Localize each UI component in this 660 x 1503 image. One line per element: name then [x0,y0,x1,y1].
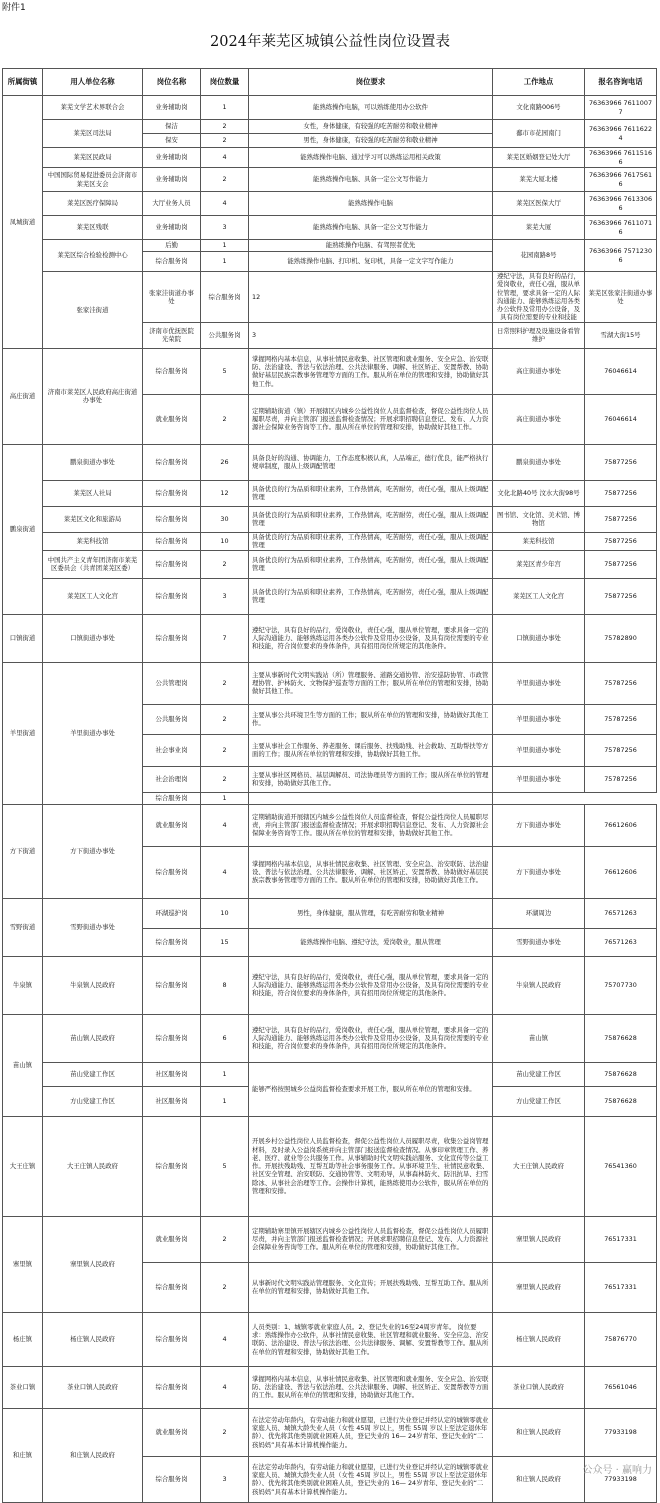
cell-phone: 75787256 [585,766,657,792]
cell-phone: 75707730 [585,956,657,1014]
positions-table [2,68,657,1503]
cell-street: 牛泉镇 [3,956,43,1014]
cell-location: 羊里街道办事处 [493,766,585,792]
table-row [3,1116,657,1216]
cell-employer: 大王庄镇人民政府 [43,1116,143,1216]
cell-phone: 75877256 [585,444,657,480]
header-phone: 报名咨询电话 [585,69,657,96]
cell-position: 业务辅助岗 [143,216,201,240]
cell-employer: 莱芜区工人文化宫 [43,578,143,614]
cell-requirements: 定期辅助街道（镇）开展辖区内城乡公益性岗位人员监督检查，督促公益性岗位人员履职尽责，并向主管部门报送监督检查情况；开展求职招聘信息登记、发布、人力资源社会保障业务咨询等工作。服从所在单位的管理和安排，协助做好其他工作。 [249,394,493,444]
cell-location: 环湖周边 [493,898,585,928]
cell-phone: 76363966 76110077 [585,96,657,120]
table-row [3,614,657,662]
cell-count: 公共服务岗 [201,322,249,348]
header-street: 所属街镇 [3,69,43,96]
cell-position: 大厅业务人员 [143,192,201,216]
cell-phone: 76612606 [585,804,657,846]
cell-phone: 75877256 [585,480,657,506]
cell-position: 就业服务岗 [143,1216,201,1262]
cell-position: 综合服务岗 [143,614,201,662]
table-row [3,480,657,506]
cell-phone: 75877256 [585,550,657,578]
cell-requirements: 3 [249,322,493,348]
cell-phone: 76046614 [585,348,657,394]
cell-count: 2 [201,394,249,444]
cell-requirements: 男性，身体健康，有较强的吃苦耐劳和敬业精神 [249,134,493,148]
cell-location: 莱芜大厦北楼 [493,168,585,192]
cell-count: 15 [201,928,249,956]
cell-position: 综合服务岗 [143,444,201,480]
cell-phone: 75877256 [585,578,657,614]
table-row [3,1062,657,1086]
cell-location: 文化南路006号 [493,96,585,120]
cell-street: 口镇街道 [3,614,43,662]
table-row [3,532,657,550]
cell-position: 就业服务岗 [143,804,201,846]
cell-requirements: 12 [249,272,493,323]
cell-position: 保洁 [143,120,201,134]
cell-phone: 76541360 [585,1116,657,1216]
cell-count: 2 [201,168,249,192]
cell-count: 2 [201,1216,249,1262]
table-row [3,804,657,846]
cell-count: 8 [201,956,249,1014]
cell-position: 综合服务岗 [143,956,201,1014]
cell-location: 口镇街道办事处 [493,614,585,662]
table-row [3,506,657,532]
cell-employer: 中国共产主义青年团济南市莱芜区委员会（共青团莱芜区委） [43,550,143,578]
cell-location: 羊里街道办事处 [493,704,585,734]
cell-phone: 75787256 [585,734,657,766]
cell-employer: 杨庄镇人民政府 [43,1312,143,1366]
cell-location: 和庄镇人民政府 [493,1408,585,1456]
cell-phone: 75787256 [585,704,657,734]
cell-position: 后勤 [143,240,201,252]
cell-count: 3 [201,216,249,240]
cell-position: 综合服务岗 [143,1456,201,1502]
cell-count: 5 [201,348,249,394]
cell-count: 2 [201,704,249,734]
cell-position: 就业服务岗 [143,1408,201,1456]
cell-location: 遵纪守法，具有良好的品行，爱岗敬业，责任心强，服从单位管理，要求具备一定的人际沟通能力、能够熟练运用各类办公软件及常用办公设备，及具有岗位需要的专业和技能 [493,272,585,323]
cell-count: 6 [201,1014,249,1062]
table-row [3,662,657,704]
cell-requirements: 主要从事社区网格员、基层调解员、司法协理员等方面的工作；服从所在单位的管理和安排，协助做好其他工作。 [249,766,493,792]
cell-requirements: 遵纪守法，具有良好的品行，爱岗敬业，责任心强，服从单位管理，要求具备一定的人际沟通能力、能够熟练运用各类办公软件及常用办公设备，及具有岗位需要的专业和技能，符合岗位要求的身体条件，具有招用岗位所规定的其他条件。 [249,956,493,1014]
cell-location: 莱芜大厦 [493,216,585,240]
cell-location: 牛泉镇人民政府 [493,956,585,1014]
table-row [3,1312,657,1366]
cell-requirements: 掌握网格内基本信息，从事社情民意收集、社区管理、安全应急、治安联防、法治建设、普法与依法治理、公共法律服务、调解、社区矫正、安置帮教、协助做好基层民族宗教事务管理等方面的工作。服从所在单位的管理和安排，协助做好其他工作。 [249,846,493,898]
cell-employer: 莱芜区医疗保障局 [43,192,143,216]
cell-position: 公共服务岗 [143,704,201,734]
table-row [3,898,657,928]
table-row [3,148,657,168]
table-row [3,550,657,578]
cell-requirements: 具备优良的行为品质和职业素养，工作热情高，吃苦耐劳，责任心强，服从上级调配管理 [249,532,493,550]
cell-position: 综合服务岗 [143,480,201,506]
table-row [3,348,657,394]
cell-requirements: 能熟练操作电脑、遵纪守法，爱岗敬业，服从管理 [249,928,493,956]
cell-phone: 75876628 [585,1014,657,1062]
cell-location: 苗山党建工作区 [493,1062,585,1086]
cell-position: 业务辅助岗 [143,168,201,192]
cell-position: 业务辅助岗 [143,96,201,120]
cell-employer: 鹏泉街道办事处 [43,444,143,480]
cell-street: 杨庄镇 [3,1312,43,1366]
cell-position: 综合服务岗 [143,550,201,578]
cell-requirements: 能熟练操作电脑、具备一定公文写作能力 [249,216,493,240]
table-header-row [3,69,657,96]
cell-count: 1 [201,96,249,120]
table-row [3,272,657,323]
cell-street: 大王庄镇 [3,1116,43,1216]
cell-position: 综合服务岗 [143,252,201,272]
cell-position: 综合服务岗 [143,506,201,532]
cell-position: 综合服务岗 [143,532,201,550]
cell-phone: 76517331 [585,1262,657,1312]
cell-location: 茶业口镇人民政府 [493,1366,585,1408]
cell-count: 26 [201,444,249,480]
cell-phone: 75877256 [585,506,657,532]
cell-location: 杨庄镇人民政府 [493,1312,585,1366]
cell-phone: 76571263 [585,928,657,956]
cell-count: 30 [201,506,249,532]
cell-requirements: 男性，身体健康，服从管理，有吃苦耐劳和敬业精神 [249,898,493,928]
cell-location: 和庄镇人民政府 [493,1456,585,1502]
cell-employer: 茶业口镇人民政府 [43,1366,143,1408]
cell-employer: 莱芜区司法局 [43,120,143,148]
cell-requirements: 主要从事新时代文明实践站（所）管理服务、道路交通协管、治安巡防协管、市政管理协管、护林防火、文物保护巡查等方面的工作；服从所在单位的管理和安排，协助做好其他工作。 [249,662,493,704]
cell-count: 4 [201,1312,249,1366]
cell-phone: 76571263 [585,898,657,928]
cell-position: 公共管理岗 [143,662,201,704]
cell-employer: 莱芜区残联 [43,216,143,240]
cell-street: 茶业口镇 [3,1366,43,1408]
cell-location: 方下街道办事处 [493,804,585,846]
cell-position: 综合服务岗 [143,1014,201,1062]
cell-location: 苗山镇 [493,1014,585,1062]
cell-count: 10 [201,898,249,928]
table-body [3,96,657,1503]
cell-phone: 75782890 [585,614,657,662]
cell-employer: 苗山党建工作区 [43,1062,143,1086]
cell-requirements: 具备良好的沟通、协调能力，工作态度积极认真，人品端正，德行优良，能严格执行规章制度，服从上级调配管理 [249,444,493,480]
cell-employer: 和庄镇人民政府 [43,1408,143,1502]
cell-requirements: 能熟练操作电脑、具备一定公文写作能力 [249,168,493,192]
cell-requirements: 能熟练操作电脑、打印机、复印机，具备一定文字写作能力 [249,252,493,272]
cell-count: 2 [201,134,249,148]
cell-position: 综合服务岗 [143,1366,201,1408]
cell-employer: 口镇街道办事处 [43,614,143,662]
cell-phone: 76517331 [585,1216,657,1262]
cell-employer: 莱芜文学艺术界联合会 [43,96,143,120]
cell-requirements: 定期辅助街道开展辖区内城乡公益性岗位人员监督检查，督促公益性岗位人员履职尽责，并向主管部门报送监督检查情况；开展求职招聘信息登记、发布、人力资源社会保障业务咨询等工作。服从所在单位的管理和安排，协助做好其他工作。 [249,804,493,846]
cell-location: 图书馆、文化馆、美术馆、博物馆 [493,506,585,532]
table-row [3,192,657,216]
cell-employer: 莱芜区民政局 [43,148,143,168]
cell-location: 莱芜区医保大厅 [493,192,585,216]
cell-count: 1 [201,792,249,804]
cell-location: 鹏泉街道办事处 [493,444,585,480]
cell-employer: 寨里镇人民政府 [43,1216,143,1312]
cell-employer: 牛泉镇人民政府 [43,956,143,1014]
cell-requirements: 人员类别：1、城镇零就业家庭人员。2、登记失业的16至24周岁青年。 岗位要求：熟练操作办公软件，从事社情民意收集、社区管理和就业服务、安全应急、治安联防、法治建设、普法与依法治理、公共法律服务、调解、安置帮教等工作。服从所在单位的管理和安排，协助做好其他工作。 [249,1312,493,1366]
table-row [3,120,657,134]
cell-count: 4 [201,804,249,846]
header-count: 岗位数量 [201,69,249,96]
cell-position: 综合服务岗 [143,1262,201,1312]
cell-count: 4 [201,192,249,216]
cell-street: 鹏泉街道 [3,444,43,614]
cell-position: 社会治理岗 [143,766,201,792]
header-requirements: 岗位要求 [249,69,493,96]
cell-location: 寨里镇人民政府 [493,1262,585,1312]
cell-requirements: 能熟练操作电脑、通过学习可以熟练运用相关政策 [249,148,493,168]
table-row [3,168,657,192]
annex-label: 附件1 [2,3,26,13]
cell-requirements: 遵纪守法，具有良好的品行，爱岗敬业，责任心强，服从单位管理，要求具备一定的人际沟通能力、能够熟练运用各类办公软件及常用办公设备，及具有岗位需要的专业和技能，符合岗位要求的身体条件，具有招用岗位所规定的其他条件。 [249,1014,493,1062]
cell-count: 2 [201,120,249,134]
cell-requirements: 能熟练操作电脑，可以熟练使用办公软件 [249,96,493,120]
cell-phone: 75876628 [585,1086,657,1116]
cell-requirements: 在法定劳动年龄内，有劳动能力和就业愿望，已进行失业登记并经认定的城镇零就业家庭人员、城镇大龄失业人员（女性 45周 岁以上，男性 55周 岁以上至法定退休年龄）、优先将其他类别就业困难人员，登记失业的 16— 24岁青年、登记失业的“二孩妈妈”具有基本计算机操作能力。 [249,1408,493,1456]
cell-street: 凤城街道 [3,96,43,349]
cell-location: 花园南路8号 [493,240,585,272]
cell-employer: 莱芜科技馆 [43,532,143,550]
cell-phone: 76363966 76115166 [585,148,657,168]
table-row [3,1014,657,1062]
cell-position: 综合服务岗 [143,578,201,614]
cell-requirements: 能够严格按照城乡公益岗监督检查要求开展工作，服从所在单位的管理和安排。 [249,1062,493,1116]
cell-phone: 76363966 76133066 [585,192,657,216]
cell-requirements: 开展乡村公益性岗位人员监督检查，督促公益性岗位人员履职尽责，收集公益岗管理材料，及时录入公益岗系统并向主管部门报送监督检查情况。从事印章管理工作、养老、医疗、就业等公共服务工作。从事辅助时代文明实践站服务、文化宣传等公益工作。开展扶残助残、互帮互助等社会事务服务工作。从事环境卫生、社情民意收集、社区安全管理、治安联防、交通协管等、文明劝导，从事森林防火、防汛抗旱、扫雪除冰、从事社会治理等工作。会操作计算机，能熟练使用办公软件，服从所在单位的管理和安排。 [249,1116,493,1216]
cell-location: 莱芜区婚姻登记处大厅 [493,148,585,168]
cell-phone: 75787256 [585,662,657,704]
header-position: 岗位名称 [143,69,201,96]
cell-requirements: 能熟练操作电脑、有驾照者优先 [249,240,493,252]
cell-count: 2 [201,734,249,766]
cell-requirements: 遵纪守法，具有良好的品行，爱岗敬业，责任心强，服从单位管理，要求具备一定的人际沟通能力、能够熟练运用各类办公软件及常用办公设备，及具有岗位需要的专业和技能，符合岗位要求的身体条件，具有招用岗位所规定的其他条件。 [249,614,493,662]
cell-position: 综合服务岗 [143,348,201,394]
cell-count: 3 [201,578,249,614]
cell-count: 2 [201,662,249,704]
cell-location: 莱芜区工人文化宫 [493,578,585,614]
cell-location: 寨里镇人民政府 [493,1216,585,1262]
cell-phone: 76363966 76116224 [585,120,657,148]
cell-phone: 76612606 [585,846,657,898]
cell-requirements: 掌握网格内基本信息，从事社情民意收集、社区管理和就业服务、安全应急、治安联防、法治建设、普法与依法治理、公共法律服务、调解、社区矫正、安置帮教、协助做好基层民族宗教事务管理等方面的工作。服从所在单位的管理和安排，协助做好其他工作。 [249,348,493,394]
cell-employer: 莱芜区人社局 [43,480,143,506]
cell-requirements: 具备优良的行为品质和职业素养，工作热情高，吃苦耐劳，责任心强，服从上级调配管理 [249,506,493,532]
cell-requirements: 具备优良的行为品质和职业素养，工作热情高，吃苦耐劳，责任心强，服从上级调配管理 [249,578,493,614]
cell-phone: 75877256 [585,532,657,550]
cell-count: 4 [201,148,249,168]
cell-location: 羊里街道办事处 [493,734,585,766]
cell-employer: 张家洼街道 [43,272,143,349]
cell-count: 2 [201,766,249,792]
cell-requirements: 从事新时代文明实践站管理服务、文化宣传；开展扶残助残、互帮互助工作。服从所在单位的管理和安排，协助做好其他工作。 [249,1262,493,1312]
header-employer: 用人单位名称 [43,69,143,96]
cell-count: 12 [201,480,249,506]
cell-count: 10 [201,532,249,550]
cell-location: 鄱市市花园南门 [493,120,585,148]
cell-phone: 雪湖大街15号 [585,322,657,348]
cell-position: 综合服务岗 [143,1312,201,1366]
cell-count: 综合服务岗 [201,272,249,323]
cell-employer: 济南市莱芜区人民政府高庄街道办事处 [43,348,143,444]
cell-location: 莱芜区青少年宫 [493,550,585,578]
table-row [3,96,657,120]
cell-requirements: 定期辅助寨里镇开展辖区内城乡公益性岗位人员监督检查，督促公益性岗位人员履职尽责，并向主管部门报送监督检查情况；开展求职招聘信息登记、发布、人力资源社会保障业务咨询等工作。服从所在单位的管理和安排，协助做好其他工作。 [249,1216,493,1262]
table-row [3,444,657,480]
cell-location: 羊里街道办事处 [493,662,585,704]
cell-count: 1 [201,1062,249,1086]
cell-count: 4 [201,1366,249,1408]
cell-phone: 77933198 [585,1456,657,1502]
cell-employer: 莱芜区综合检验检测中心 [43,240,143,272]
cell-employer: 方下街道办事处 [43,804,143,898]
cell-street: 羊里街道 [3,662,43,804]
cell-position: 社区服务岗 [143,1086,201,1116]
cell-employer: 莱芜区文化和旅游局 [43,506,143,532]
cell-street: 雪野街道 [3,898,43,956]
cell-street: 寨里镇 [3,1216,43,1312]
cell-position: 社区服务岗 [143,1062,201,1086]
cell-count: 5 [201,1116,249,1216]
cell-location: 雪野街道办事处 [493,928,585,956]
cell-location: 方山党建工作区 [493,1086,585,1116]
cell-count: 4 [201,846,249,898]
cell-phone: 76363966 75712306 [585,240,657,272]
cell-location: 大王庄镇人民政府 [493,1116,585,1216]
cell-requirements [249,792,493,804]
cell-requirements: 具备优良的行为品质和职业素养，工作热情高，吃苦耐劳，责任心强，服从上级调配管理 [249,550,493,578]
table-row [3,1408,657,1456]
cell-count: 1 [201,240,249,252]
cell-requirements: 具备优良的行为品质和职业素养，工作热情高，吃苦耐劳，责任心强，服从上级调配管理 [249,480,493,506]
cell-position: 业务辅助岗 [143,148,201,168]
cell-location: 高庄街道办事处 [493,348,585,394]
cell-position: 社会事业岗 [143,734,201,766]
cell-phone: 76561046 [585,1366,657,1408]
table-row [3,1216,657,1262]
cell-count: 1 [201,252,249,272]
cell-phone: 75876628 [585,1062,657,1086]
cell-requirements: 主要从事社会工作服务、养老服务、课后服务、扶残助残、社会救助、互助帮扶等方面的工作；服从所在单位的管理和安排，协助做好其他工作。 [249,734,493,766]
cell-requirements: 在法定劳动年龄内，有劳动能力和就业愿望，已进行失业登记并经认定的城镇零就业家庭人员、城镇大龄失业人员（女性 45周 岁以上，男性 55周 岁以上至法定退休年龄）、优先将其他类别就业困难人员，登记失业的 16— 24岁青年、登记失业的“二孩妈妈”具有基本计算机操作能力。 [249,1456,493,1502]
table-row [3,240,657,252]
table-row [3,578,657,614]
cell-position: 综合服务岗 [143,928,201,956]
cell-phone: 75876770 [585,1312,657,1366]
header-location: 工作地点 [493,69,585,96]
cell-location: 文化北路40号 汶水大街98号 [493,480,585,506]
cell-requirements: 掌握网格内基本信息，从事社情民意收集、社区管理和就业服务、安全应急、治安联防、法治建设、普法与依法治理、公共法律服务、调解、社区矫正、安置帮教等方面的工作。服从所在单位的管理和安排，协助做好其他工作。 [249,1366,493,1408]
cell-phone: 莱芜区张家洼街道办事处 [585,272,657,323]
cell-count: 2 [201,550,249,578]
cell-location: 日常照料护理及设施设备看管维护 [493,322,585,348]
cell-phone: 76363966 76175616 [585,168,657,192]
cell-location: 高庄街道办事处 [493,394,585,444]
cell-employer: 雪野街道办事处 [43,898,143,956]
table-row [3,956,657,1014]
cell-street: 苗山镇 [3,1014,43,1116]
cell-location: 莱芜科技馆 [493,532,585,550]
cell-position: 济南市优抚医院光荣院 [143,322,201,348]
cell-street: 和庄镇 [3,1408,43,1502]
cell-employer: 苗山镇人民政府 [43,1014,143,1062]
cell-street: 高庄街道 [3,348,43,444]
cell-position: 环湖巡护岗 [143,898,201,928]
page-title: 2024年莱芜区城镇公益性岗位设置表 [210,34,450,50]
cell-count: 1 [201,1086,249,1116]
cell-position: 综合服务岗 [143,846,201,898]
cell-count: 2 [201,1408,249,1456]
cell-count: 7 [201,614,249,662]
cell-position: 就业服务岗 [143,394,201,444]
cell-requirements: 能熟练操作电脑 [249,192,493,216]
cell-location: 方下街道办事处 [493,846,585,898]
cell-position: 张家洼街道办事处 [143,272,201,323]
cell-position: 综合服务岗 [143,1116,201,1216]
cell-phone: 77933198 [585,1408,657,1456]
cell-position: 保安 [143,134,201,148]
cell-position: 综合服务岗 [143,792,201,804]
cell-employer: 方山党建工作区 [43,1086,143,1116]
cell-count: 2 [201,1262,249,1312]
cell-phone: 76046614 [585,394,657,444]
cell-phone: 76363966 76110716 [585,216,657,240]
cell-employer: 羊里街道办事处 [43,662,143,804]
cell-street: 方下街道 [3,804,43,898]
table-row [3,1366,657,1408]
cell-requirements: 女性，身体健康，有较强的吃苦耐劳和敬业精神 [249,120,493,134]
table-row [3,216,657,240]
cell-requirements: 主要从事公共环境卫生等方面的工作；服从所在单位的管理和安排，协助做好其他工作。 [249,704,493,734]
cell-count: 3 [201,1456,249,1502]
watermark: 公众号 · 赢响力 [582,1465,652,1476]
cell-employer: 中国国际贸易促进委员会济南市莱芜区支会 [43,168,143,192]
